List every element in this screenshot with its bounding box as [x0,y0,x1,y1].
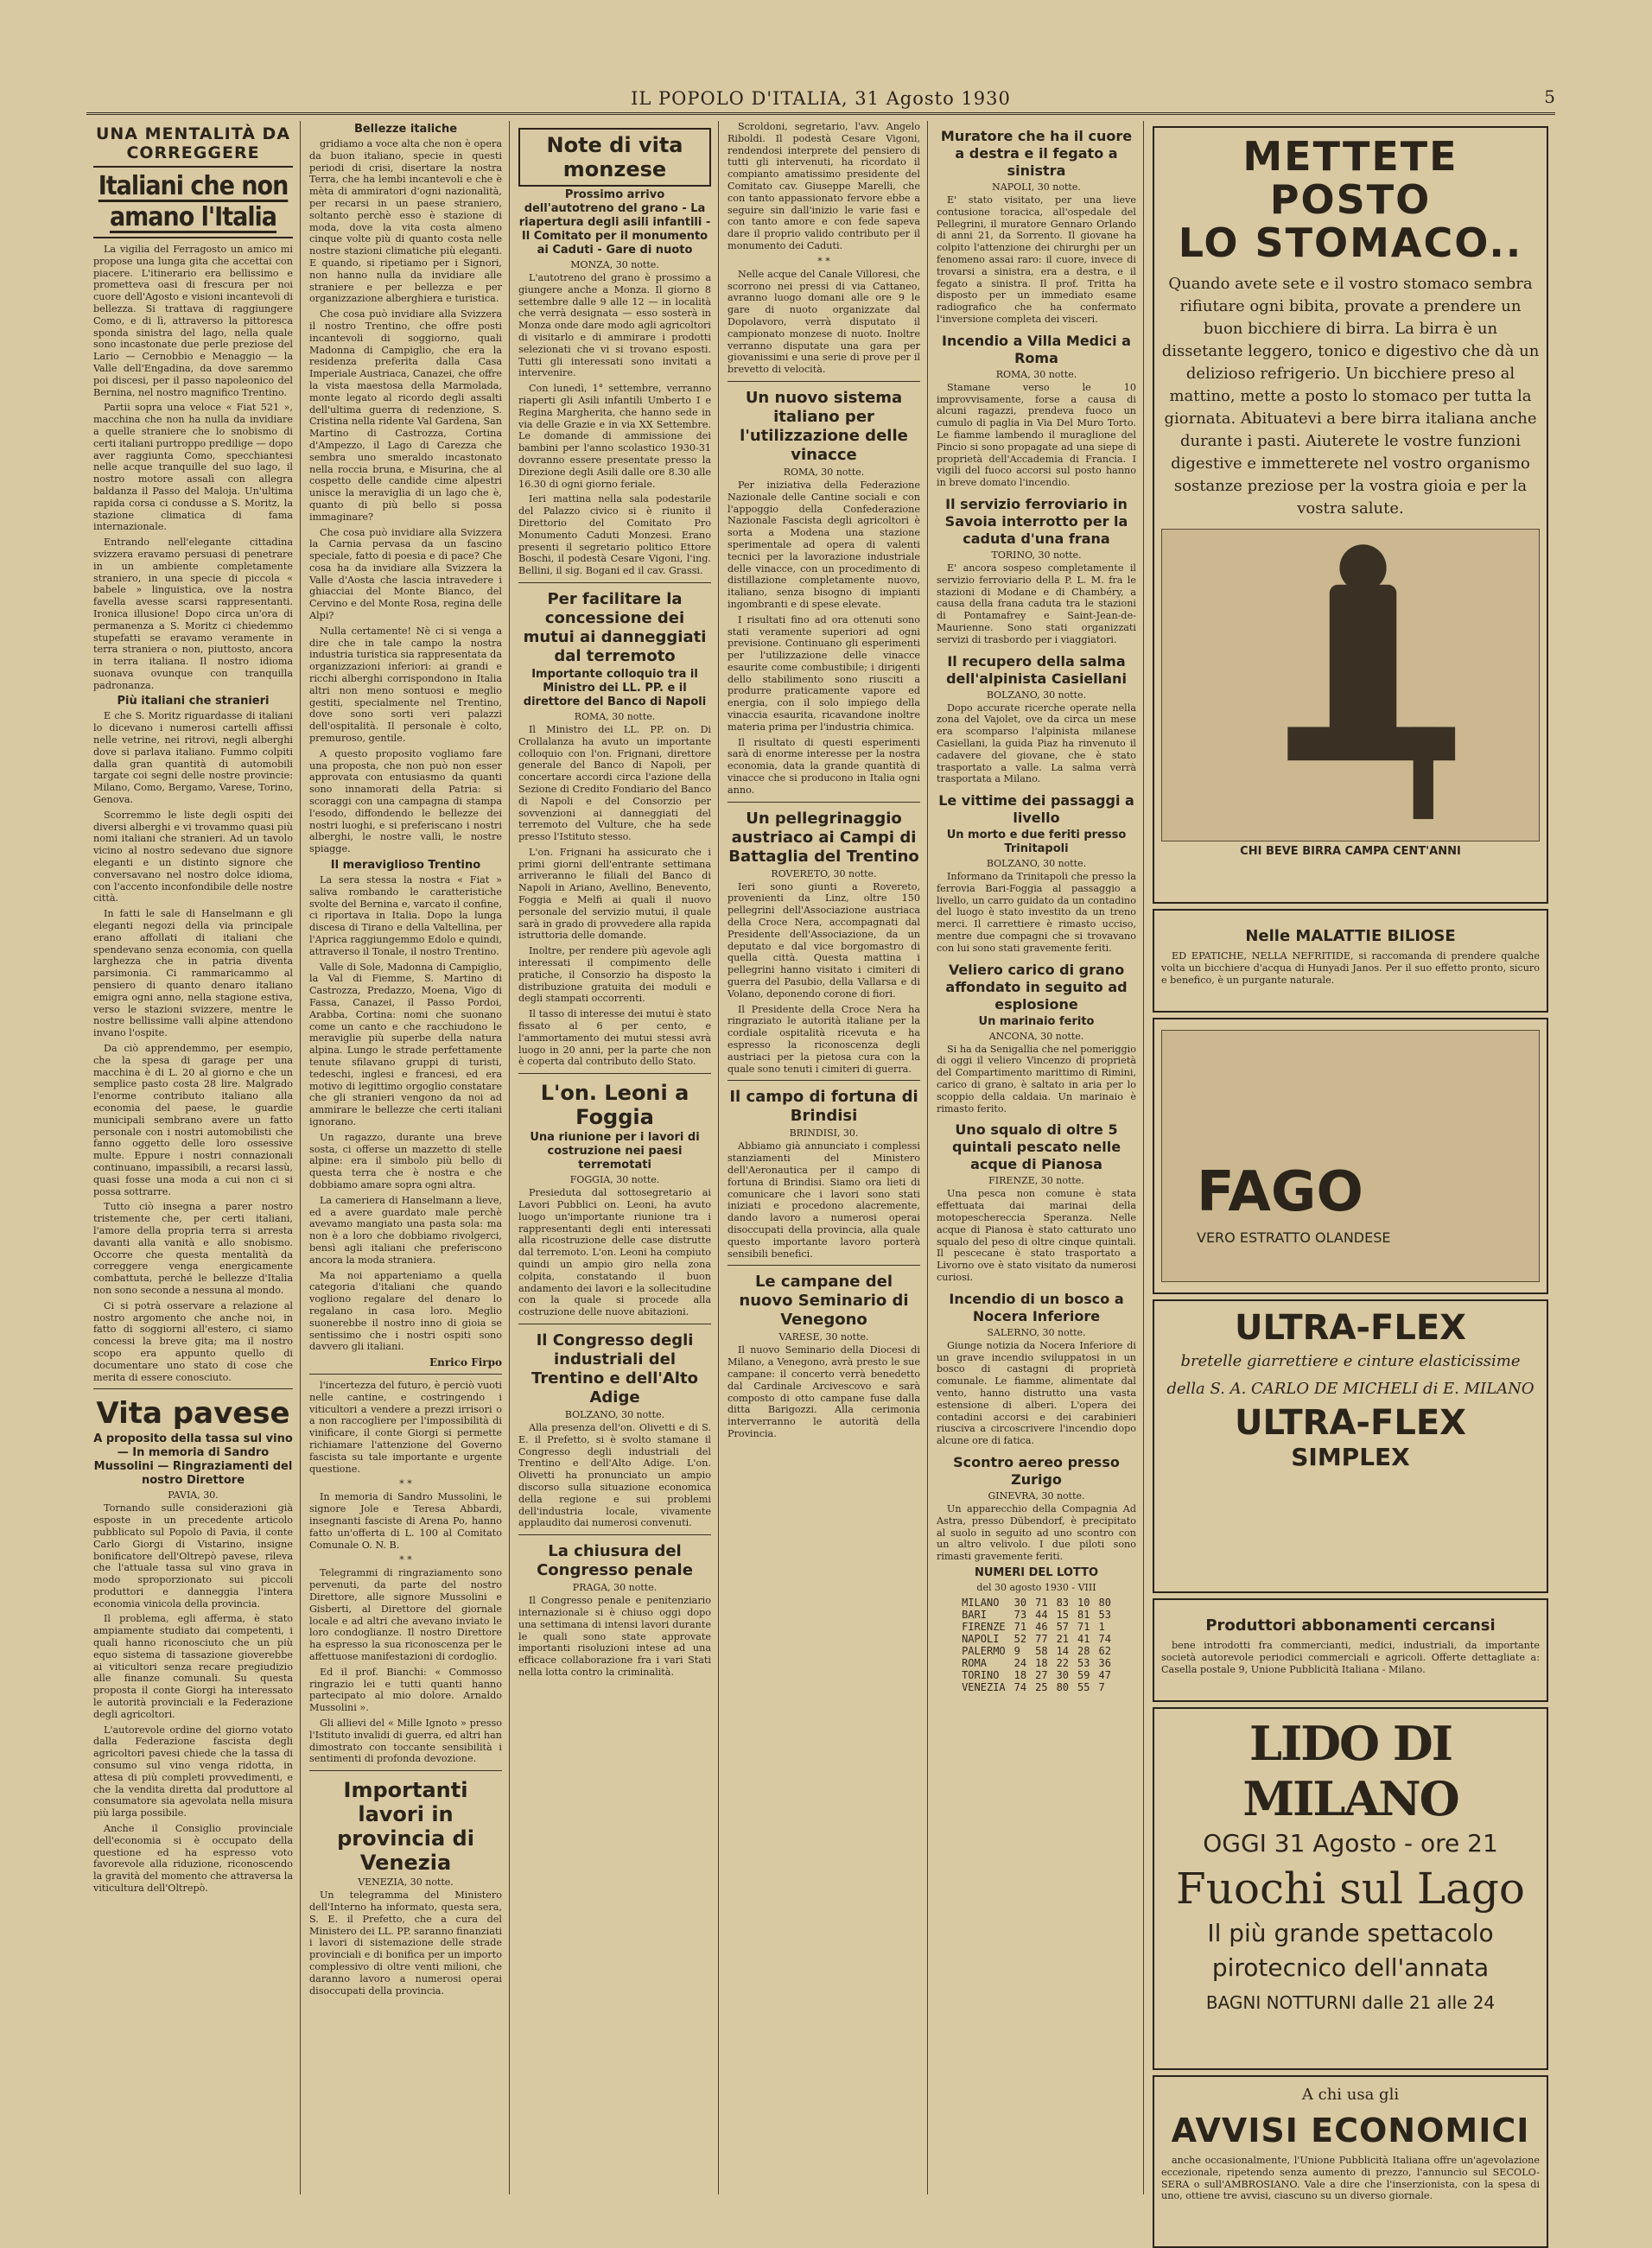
ad-fago-word: FAGO [1197,1160,1363,1224]
headline-italiani: Italiani che non amano l'Italia [93,166,293,238]
paragraph: Valle di Sole, Madonna di Campiglio, la Val di Fiemme, S. Martino di Castrozza, Predazzo, Moena, Vigo di Fassa, Canazei, il Passo Pordoi, Arabba, Cortina: nomi che suonano come un canto e che racchiudono le meraviglie più superbe della natura alpina. Lungo le strade perfettamente tenute sfilavano gruppi di turisti, tedeschi, inglesi e francesi, ed era motivo di legittimo orgoglio constatare che gli stranieri vengono da noi ad ammirare le bellezze che certi italiani ignorano. [309,961,502,1127]
paragraph: Partii sopra una veloce « Fiat 521 », macchina che non ha nulla da invidiare a quelle straniere che lo snobismo di certi italiani purtroppo predilige — dopo aver raggiunta Como, specchiantesi nelle acque tranquille del suo lago, il nostro motore assalì con allegra baldanza il Passo del Maloja. Un'ultima rapida corsa ci condusse a S. Moritz, la stazione climatica di fama internazionale. [93,402,293,533]
paragraph: Nulla certamente! Nè ci si venga a dire che in tale campo la nostra industria turistica sia rappresentata da organizzazioni inferiori: ai grandi e ricchi alberghi corrispondono in Italia altri non meno sontuosi e meglio gestiti, specialmente nel Trentino, dove sono sorti veri palazzi dell'ospitalità. Il personale è colto, premuroso, gentile. [309,625,502,745]
paragraph: Scorremmo le liste degli ospiti dei diversi alberghi e vi trovammo quasi più nomi italiani che stranieri. Ad un tavolo vicino al nostro sedevano due signore eleganti e un distinto signore che conversavano nel nostro dolce idioma, con l'accento inconfondibile delle nostre città. [93,809,293,905]
ad-avvisi [1153,2075,1548,2248]
paragraph: Il problema, egli afferma, è stato ampiamente studiato dai competenti, i quali hanno riconosciuto che un più equo sistema di tassazione gioverebbe ai viticultori senza recare pregiudizio alle finanze comunali. Su questa proposta il conte Giorgi ha interessato le autorità provinciali e la Federazione degli agricoltori. [93,1613,293,1720]
lotto-number: 18 [1013,1668,1027,1681]
column-2 [302,121,510,2194]
paragraph: Alla presenza dell'on. Olivetti e di S. E. il Prefetto, si è svolto stamane il Congresso degli industriali del Trentino e dell'Alto Adige. L'on. Olivetti ha pronunciato un ampio discorso sulla situazione economica della regione e sui problemi dell'industria locale, vivamente applaudito dai numerosi convenuti. [518,1422,711,1529]
paragraph: Da ciò apprendemmo, per esempio, che la spesa di garage per una macchina è di L. 20 al giorno e che un semplice pasto costa 28 lire. Malgrado l'enorme contributo italiano alla economia del paese, le guardie municipali sembrano avere un fatto personale con i nostri automobilisti che fanno oggetto delle loro ossessive multe. Eppure i nostri connazionali continuano, impassibili, a recarsi lassù, quasi fosse una moda a cui non ci si possa sottrarre. [93,1043,293,1197]
paragraph: Un ragazzo, durante una breve sosta, ci offerse un mazzetto di stelle alpine: era il simbolo più bello di questa terra che è nostra e che dobbiamo amare sopra ogni altra. [309,1131,502,1191]
paragraph: A questo proposito vogliamo fare una proposta, che non può non esser approvata con entusiasmo da quanti sono innamorati della Patria: si scoraggi con una campagna di stampa l'esodo, diffondendo le bellezze dei nostri luoghi, e si preferiscano i nostri alberghi, le nostre valli, le nostre spiagge. [309,747,502,855]
divider [728,802,920,803]
paragraph: Ma noi apparteniamo a quella categoria d'italiani che quando vogliono regalare del denaro lo regalano in casa loro. Meglio suonerebbe il nostro inno di gioia se sentissimo che i nostri ospiti sono davvero gli italiani. [309,1269,502,1353]
ad-stomaco-title-2: LO STOMACO.. [1178,219,1523,266]
ad-lido-bagni: BAGNI NOTTURNI dalle 21 alle 24 [1205,1992,1496,2013]
lotto-number: 10 [1077,1596,1090,1609]
dateline: ROMA, 30 notte. [574,710,656,722]
dateline: TORINO, 30 notte. [991,549,1082,561]
lotto-number: 25 [1035,1680,1048,1693]
paragraph: Telegrammi di ringraziamento sono pervenuti, da parte del nostro Direttore, alle signore Mussolini e Gisberti, al Direttore del giornale locale e ad altri che avevano inviato le loro condoglianze. Il nostro Direttore ha espresso la sua riconoscenza per le affettuose manifestazioni di cordoglio. [309,1567,502,1663]
lotto-number: 9 [1013,1644,1020,1657]
lotto-number: 53 [1098,1608,1111,1621]
paragraph: Inoltre, per rendere più agevole agli interessati il compimento delle pratiche, il Consorzio ha disposto la distribuzione gratuita dei moduli e degli stampati occorrenti. [518,945,711,1005]
lotto-number: 52 [1013,1632,1027,1645]
lotto-number: 15 [1056,1608,1070,1621]
paragraph: La vigilia del Ferragosto un amico mi propose una lunga gita che accettai con piacere. L'itinerario era bellissimo e prometteva oasi di frescura per noi cuore dell'Agosto e visioni incantevoli di bellezza. Si trattava di raggiungere Como, e di lì, attraverso la pittoresca sponda sinistra del lago, nella quale sono incastonate due perle preziose del Lario — Cernobbio e Menaggio — la Valle dell'Engadina, da dove saremmo poi discesi, per il passo napoleonico del Bernina, nel nostro magnifico Trentino. [93,244,293,398]
divider [518,582,711,583]
lotto-city: NAPOLI [962,1632,1000,1645]
lotto-number: 81 [1077,1608,1090,1621]
divider [309,1374,502,1375]
ad-produttori [1153,1598,1548,1702]
subheading: Più italiani che stranieri [117,695,270,708]
lotto-number: 30 [1056,1668,1070,1681]
ad-avvisi-title: AVVISI ECONOMICI [1171,2111,1530,2150]
lotto-row [957,1645,1115,1657]
dateline: PRAGA, 30 notte. [572,1582,658,1594]
dateline: ANCONA, 30 notte. [988,1030,1084,1042]
paragraph: Dopo accurate ricerche operate nella zona del Vajolet, ove da circa un mese era scomparso l'alpinista milanese Casiellani, la guida Piaz ha rinvenuto il cadavere del giovane, che è stato trasportato a valle. La salma verrà trasportata a Milano. [937,702,1136,785]
ad-ultraflex-bottom-2: SIMPLEX [1291,1443,1410,1471]
lotto-number: 83 [1056,1596,1070,1609]
lotto-number: 36 [1098,1656,1111,1669]
paragraph: Presieduta dal sottosegretario ai Lavori Pubblici on. Leoni, ha avuto luogo un'importante riunione tra i rappresentanti degli enti interessati alla ricostruzione delle case distrutte dal terremoto. L'on. Leoni ha compiuto quindi un ampio giro nella zona colpita, constatando il buon andamento dei lavori e la sollecitudine con la quale si procede alla costruzione delle nuove abitazioni. [518,1187,711,1318]
paragraph: Tutto ciò insegna a parer nostro tristemente che, per certi italiani, l'amore della propria terra si arresta davanti alla vanità e allo snobismo. Occorre che questa mentalità da correggere venga energicamente combattuta, perché le bellezze d'Italia non sono seconde a nessuna al mondo. [93,1201,293,1296]
lotto-number: 1 [1098,1620,1105,1633]
ad-lido-title: LIDO DI MILANO [1242,1716,1458,1826]
lotto-number: 77 [1035,1632,1048,1645]
paragraph: Il Ministro dei LL. PP. on. Di Crollalanza ha avuto un importante colloquio con l'on. Frignani, direttore generale del Banco di Napoli, per concertare accordi circa l'azione della Sezione di Credito Fondiario del Banco di Napoli e del Consorzio per sovvenzioni ai danneggiati del terremoto del Vulture, che ha sede presso l'Istituto stesso. [518,723,711,843]
lotto-number: 80 [1098,1596,1111,1609]
lotto-city: FIRENZE [962,1620,1006,1633]
paragraph: Tornando sulle considerazioni già esposte in un precedente articolo pubblicato sul Popolo di Pavia, il conte Carlo Giorgi di Vistarino, insigne bonificatore dell'Oltrepò pavese, rileva che l'attuale tassa sul vino grava in modo sproporzionato sui piccoli produttori e danneggia l'intera economia vinicola della provincia. [93,1502,293,1610]
subheading: Prossimo arrivo dell'autotreno del grano - La riapertura degli asili infantili - Il Comitato per il monumento ai Caduti - Gare di nuoto [518,188,711,257]
seated-man-icon [1162,530,1539,841]
subheading: Una riunione per i lavori di costruzione nei paesi terremotati [530,1131,700,1172]
dateline: ROMA, 30 notte. [995,368,1077,380]
ad-fago [1153,1018,1548,1294]
paragraph: E' ancora sospeso completamente il servizio ferroviario della P. L. M. fra le stazioni di Modane e di Chambéry, a causa della frana caduta tra le stazioni di Pontamafrey e Saint-Jean-de-Maurienne. Sono stati organizzati servizi di trasbordo per i viaggiatori. [937,562,1136,645]
lotto-number: 28 [1077,1644,1090,1657]
paragraph: L'autorevole ordine del giorno votato dalla Federazione fascista degli agricoltori pavesi chiede che la tassa di consumo sul vino venga ridotta, in attesa di più completi provvedimenti, e che la vendita diretta dal produttore al consumatore sia agevolata nella misura più larga possibile. [93,1724,293,1819]
ad-lido [1153,1707,1548,2070]
headline-brindisi: Il campo di fortuna di Brindisi [729,1088,918,1126]
ad-ultraflex-title: ULTRA-FLEX [1235,1308,1466,1348]
ad-man-illustration [1161,529,1540,841]
divider [93,1388,293,1389]
ad-fago-illustration [1161,1030,1540,1282]
lotto-number: 27 [1035,1668,1048,1681]
lotto-subtitle: del 30 agosto 1930 - VIII [976,1581,1096,1593]
paragraph: Scroldoni, segretario, l'avv. Angelo Riboldi. Il podestà Cesare Vigoni, rendendosi interprete del pensiero di tutti gli intervenuti, ha ricordato il compianto amatissimo presidente del Comitato cav. Giuseppe Marelli, che con tanto appassionato fervore ebbe a seguire sin dall'inizio le varie fasi e con tanto amore e con fede sapeva dare il proprio valido contributo per il monumento dei Caduti. [728,121,920,251]
lotto-number: 14 [1056,1644,1070,1657]
lotto-number: 58 [1035,1644,1048,1657]
dateline: NAPOLI, 30 notte. [992,181,1081,193]
subheading: Importante colloquio tra il Ministro dei LL. PP. e il direttore del Banco di Napoli [523,667,707,708]
ad-biliose-title: Nelle MALATTIE BILIOSE [1245,927,1456,945]
ad-ultraflex-bottom-1: ULTRA-FLEX [1235,1403,1466,1443]
headline-chiusura: La chiusura del Congresso penale [537,1542,693,1580]
ad-lido-line-2: pirotecnico dell'annata [1211,1953,1490,1982]
ad-fago-sub: VERO ESTRATTO OLANDESE [1197,1229,1391,1246]
ad-biliose-text: ED EPATICHE, NELLA NEFRITIDE, si raccomanda di prendere qualche volta un bicchiere d'acqua di Hunyadi Janos. Per il suo effetto pronto, sicuro e benefico, è un purgante naturale. [1161,950,1540,986]
column-1 [86,121,301,2194]
headline-monzese: Note di vita monzese [518,128,711,187]
paragraph: Ci si potrà osservare a relazione al nostro argomento che anche noi, in fatto di soggiorni all'estero, ci siamo concessi la breve gita; ma il nostro scopo era appunto quello di documentare uno stato di cose che merita di essere conosciuto. [93,1299,293,1383]
lotto-number: 30 [1013,1596,1027,1609]
ad-ultraflex-text: bretelle giarrettiere e cinture elasticissime della S. A. CARLO DE MICHELI di E. MILANO [1166,1352,1534,1398]
ad-birra-tag: CHI BEVE BIRRA CAMPA CENT'ANNI [1240,845,1461,858]
lotto-number: 74 [1013,1680,1027,1693]
headline-savoia: Il servizio ferroviario in Savoia interrotto per la caduta d'una frana [944,495,1128,547]
subheading: Il meraviglioso Trentino [330,859,481,873]
headline-terremoto: Per facilitare la concessione dei mutui ai danneggiati dal terremoto [523,589,707,665]
ad-ultraflex [1153,1299,1548,1593]
ad-lido-fuochi: Fuochi sul Lago [1176,1864,1525,1914]
headline-venezia: Importanti lavori in provincia di Venezia [337,1778,474,1876]
page-number: 5 [1544,86,1555,107]
paragraph: Il nuovo Seminario della Diocesi di Milano, a Venegono, avrà presto le sue campane: il concerto verrà benedetto dal Cardinale Arcivescovo e sarà composto di otto campane fuse dalla ditta Barigozzi. Alla cerimonia interverranno le autorità della Provincia. [728,1344,920,1439]
headline-congresso: Il Congresso degli industriali del Trentino e dell'Alto Adige [531,1331,698,1407]
lotto-number: 7 [1098,1680,1105,1693]
lotto-city: VENEZIA [962,1680,1006,1693]
ad-lido-date: OGGI 31 Agosto - ore 21 [1203,1829,1498,1857]
paragraph: Il risultato di questi esperimenti sarà di enorme interesse per la nostra economia, data la grande quantità di vinacce che si producono in Italia ogni anno. [728,736,920,796]
headline-squalo: Uno squalo di oltre 5 quintali pescato nelle acque di Pianosa [951,1121,1121,1173]
paragraph: Un telegramma del Ministero dell'Interno ha informato, questa sera, S. E. il Prefetto, che a cura del Ministero dei LL. PP. saranno finanziati i lavori di sistemazione delle strade provinciali e di bonifica per un importo complessivo di oltre venti milioni, che daranno lavoro a numerosi operai disoccupati della provincia. [309,1889,502,1997]
lotto-city: MILANO [962,1596,1000,1609]
lotto-row [957,1633,1115,1645]
lotto-number: 71 [1077,1620,1090,1633]
lotto-number: 41 [1077,1632,1090,1645]
paragraph: Che cosa può invidiare alla Svizzera il nostro Trentino, che offre posti incantevoli di soggiorno, quali Madonna di Campiglio, che era la residenza preferita dalla Casa Imperiale Austriaca, Canazei, che offre la vista maestosa della Marmolada, monte legato al ricordo degli assalti dell'ultima guerra di redenzione, S. Cristina nella ridente Val Gardena, San Martino di Castrozza, Cortina d'Ampezzo, il Lago di Carezza che sembra uno smeraldo incastonato nella roccia bruna, e Misurina, che al cospetto delle candide cime alpestri unisce la meraviglia di un lago che è, quanto di più bello si possa immaginare? [309,308,502,523]
lotto-number: 62 [1098,1644,1111,1657]
paragraph: L'autotreno del grano è prossimo a giungere anche a Monza. Il giorno 8 settembre dalle 9 alle 12 — in località che verrà designata — esso sosterà in Monza onde dare modo agli agricoltori di visitarlo e di ammirare i prodotti selezionati che vi si trovano esposti. Tutti gli interessati sono invitati a intervenire. [518,272,711,379]
dateline: FOGGIA, 30 notte. [569,1174,660,1186]
lotto-number: 59 [1077,1668,1090,1681]
paragraph: Ieri mattina nella sala podestarile del Palazzo civico si è riunito il Direttorio del Comitato Pro Monumento Caduti Monzesi. Erano presenti il segretario politico Ettore Boschi, il podestà Cesare Vigoni, l'ing. Bellini, il sig. Bogani ed il cav. Grassi. [518,493,711,577]
dateline: GINEVRA, 30 notte. [988,1490,1085,1502]
lotto-number: 18 [1035,1656,1048,1669]
lotto-city: TORINO [962,1668,1000,1681]
headline-leoni: L'on. Leoni a Foggia [540,1081,689,1130]
paragraph: I risultati fino ad ora ottenuti sono stati veramente superiori ad ogni previsione. Continuano gli esperimenti per l'utilizzazione delle vinacce esaurite come combustibile; i dirigenti dello stabilimento sono riusciti a produrre praticamente vapore ed energia, con il solo impiego della vinaccia esaurita, ricavandone inoltre materia prima per l'industria chimica. [728,613,920,733]
lotto-number: 24 [1013,1656,1027,1669]
dateline: BOLZANO, 30 notte. [986,689,1087,701]
paragraph: E' stato visitato, per una lieve contusione toracica, all'ospedale del Pellegrini, il muratore Gennaro Orlando di anni 21, da Sorrento. Il giovane ha colpito l'attenzione dei chirurghi per un fenomeno assai raro: il cuore, invece di trovarsi a sinistra, era a destra, e il fegato a sinistra. Il prof. Tritta ha disposto per un immediato esame radiografico che ha confermato l'inversione completa dei visceri. [937,194,1136,325]
headline-pellegrinaggio: Un pellegrinaggio austriaco ai Campi di Battaglia del Trentino [728,809,919,866]
lotto-number: 57 [1056,1620,1070,1633]
lotto-row [957,1669,1115,1681]
paragraph: Informano da Trinitapoli che presso la ferrovia Bari-Foggia al passaggio a livello, un carro guidato da un contadino del luogo è stato investito da un treno merci. Il carrettiere è rimasto ucciso, mentre due compagni che si trovavano con lui sono stati gravemente feriti. [937,871,1136,954]
separator-stars: * * [399,1478,412,1490]
separator-stars: * * [399,1554,412,1566]
paragraph: Ed il prof. Bianchi: « Commosso ringrazio lei e tutti quanti hanno partecipato al mio dolore. Arnaldo Mussolini ». [309,1666,502,1714]
separator-stars: * * [817,255,830,267]
paragraph: Ieri sono giunti a Rovereto, provenienti da Linz, oltre 150 pellegrini dell'Associazione austriaca della Croce Nera, accompagnati dal Presidente dell'Associazione, da un deputato e dal vice borgomastro di quella città. Questa mattina i pellegrini hanno visitato i cimiteri di guerra del Pasubio, della Vallarsa e di Volano, deponendo corone di fiori. [728,880,920,1000]
headline-muratore: Muratore che ha il cuore a destra e il fegato a sinistra [940,128,1133,179]
ad-stomaco-text: Quando avete sete e il vostro stomaco sembra rifiutare ogni bibita, provate a prendere un buon bicchiere di birra. La birra è un dissetante leggero, tonico e digestivo che dà un delizioso refrigerio. Un bicchiere preso al mattino, mette a posto lo stomaco per tutta la giornata. Abituatevi a bere birra italiana anche durante i pasti. Aiuterete le vostre funzioni digestive e immetterete nel vostro organismo sostanze preziose per la vostra gioia e per la vostra salute. [1161,275,1540,518]
dateline: VENEZIA, 30 notte. [358,1877,454,1889]
ads-column [1146,121,1555,2202]
headline-scontro: Scontro aereo presso Zurigo [953,1454,1120,1488]
paragraph: Abbiamo già annunciato i complessi stanziamenti del Ministero dell'Aeronautica per il campo di fortuna di Brindisi. Siamo ora lieti di comunicare che i lavori sono stati iniziati e procedono alacremente, dando lavoro a numerosi operai disoccupati della provincia, alla quale questo importante lavoro porterà sensibili benefici. [728,1140,920,1260]
masthead-title: IL POPOLO D'ITALIA, 31 Agosto 1930 [631,88,1011,109]
lotto-city: PALERMO [962,1644,1006,1657]
lotto-number: 74 [1098,1632,1111,1645]
ad-lido-line-1: Il più grande spettacolo [1207,1919,1494,1947]
dateline: BOLZANO, 30 notte. [564,1409,665,1420]
lotto-title: NUMERI DEL LOTTO [974,1565,1099,1579]
subheading: Un morto e due feriti presso Trinitapoli [946,829,1127,856]
lotto-number: 80 [1056,1680,1070,1693]
column-3 [511,121,719,2194]
lotto-row [957,1609,1115,1621]
lotto-row [957,1621,1115,1633]
lotto-row [957,1597,1115,1609]
lotto-city: ROMA [962,1656,987,1669]
divider [728,381,920,382]
column-4 [721,121,928,2194]
dateline: SALERNO, 30 notte. [987,1326,1086,1338]
paragraph: Giunge notizia da Nocera Inferiore di un grave incendio sviluppatosi in un bosco di castagni di proprietà comunale. Le fiamme, alimentate dal vento, hanno distrutto una vasta estensione di alberi. L'opera dei contadini accorsi e dei carabinieri riusciva a circoscrivere l'incendio dopo alcune ore di fatica. [937,1339,1136,1447]
signature: Enrico Firpo [429,1356,502,1369]
ad-stomaco [1153,126,1548,904]
lotto-number: 44 [1035,1608,1048,1621]
paragraph: L'on. Frignani ha assicurato che i primi giorni dell'entrante settimana arriveranno le filiali del Banco di Napoli in Ariano, Avellino, Benevento, Foggia e Melfi ai quali il nuovo personale del servizio mutui, il quale sarà in grado di provvedere alla rapida istruttoria delle domande. [518,846,711,942]
paragraph: Per iniziativa della Federazione Nazionale delle Cantine sociali e con l'appoggio della Confederazione Nazionale Fascista degli agricoltori è sorta a Modena una stazione sperimentale ad opera di valenti tecnici per la lavorazione industriale delle vinacce, con un procedimento di distillazione completamente nuovo, italiano, senza bisogno di impianti ingombranti e di spese elevate. [728,479,920,610]
paragraph: La sera stessa la nostra « Fiat » saliva rombando le caratteristiche svolte del Bernina e, varcato il confine, ci riportava in Italia. Dopo la lunga discesa di Tirano e della Valtellina, per l'Aprica raggiungemmo Edolo e quindi, attraverso il Tonale, il nostro Trentino. [309,874,502,957]
column-5 [930,121,1144,2194]
paragraph: Un apparecchio della Compagnia Ad Astra, presso Dübendorf, è precipitato al suolo in seguito ad uno scontro con un altro velivolo. I due piloti sono rimasti gravemente feriti. [937,1503,1136,1563]
paragraph: gridiamo a voce alta che non è opera da buon italiano, specie in questi periodi di crisi, disertare la nostra Terra, che ha lembi incantevoli e che è mèta di ammiratori d'ogni nazionalità, per recarsi in un paese straniero, soltanto perchè esso è stazione di moda, dove la vita costa almeno cinque volte più di quanto costa nelle nostre stazioni climatiche più eleganti. E quando, si ripetiamo per i Signori, non hanno nulla da invidiare alle straniere e per bellezza e per organizzazione alberghiera e turistica. [309,138,502,305]
dateline: PAVIA, 30. [168,1489,219,1502]
dateline: ROMA, 30 notte. [783,466,865,478]
divider [728,1080,920,1081]
subheading: Bellezze italiche [353,123,458,136]
dateline: ROVERETO, 30 notte. [771,867,877,880]
headline-salma: Il recupero della salma dell'alpinista Casiellani [946,652,1127,687]
headline-vinacce: Un nuovo sistema italiano per l'utilizzazione delle vinacce [740,388,908,464]
lotto-number: 46 [1035,1620,1048,1633]
lotto-row [957,1657,1115,1669]
lotto-number: 71 [1035,1596,1048,1609]
subheading: Un marinaio ferito [978,1014,1095,1028]
lotto-number: 73 [1013,1608,1027,1621]
lotto-number: 55 [1077,1680,1090,1693]
paragraph: In memoria di Sandro Mussolini, le signore Jole e Teresa Abbardi, insegnanti fasciste di Arena Po, hanno fatto un'offerta di L. 100 al Comitato Comunale O. N. B. [309,1491,502,1551]
paragraph: Una pesca non comune è stata effettuata dai marinai della motopeschereccia Speranza. Nelle acque di Pianosa è stato catturato uno squalo del peso di oltre cinque quintali. Il pescecane è stato trasportato a Livorno ove è stato visitato da numerosi curiosi. [937,1188,1136,1284]
article-kicker: UNA MENTALITÀ DA CORREGGERE [95,124,291,162]
lotto-row [957,1681,1115,1693]
divider [309,1770,502,1771]
subheading: A proposito della tassa sul vino — In memoria di Sandro Mussolini — Ringraziamenti del nostro Direttore [93,1432,293,1488]
lotto-number: 71 [1013,1620,1027,1633]
dateline: MONZA, 30 notte. [570,259,659,270]
ad-avvisi-pre: A chi usa gli [1301,2086,1400,2104]
divider [518,1534,711,1535]
paragraph: E che S. Moritz riguardasse di italiani lo dicevano i numerosi cartelli affissi nelle vetrine, nei ritrovi, negli alberghi dove si parlava italiano. Fummo colpiti dalla gran quantità di automobili targate coi segni delle nostre provincie: Milano, Como, Bergamo, Varese, Torino, Genova. [93,710,293,806]
paragraph: Gli allievi del « Mille Ignoto » presso l'Istituto invalidi di guerra, ed altri han dimostrato con toccante sensibilità i sentimenti di profonda devozione. [309,1718,502,1765]
headline-bosco: Incendio di un bosco a Nocera Inferiore [949,1290,1124,1324]
dateline: FIRENZE, 30 notte. [988,1175,1084,1187]
paragraph: Il Presidente della Croce Nera ha ringraziato le autorità italiane per la cordiale ospitalità ricevuta e ha espresso la riconoscenza degli austriaci per la pietosa cura con la quale sono tenuti i cimiteri di guerra. [728,1003,920,1075]
divider [518,1073,711,1074]
ad-biliose [1153,909,1548,1013]
headline-vita-pavese: Vita pavese [96,1396,290,1432]
paragraph: La cameriera di Hanselmann a lieve, ed a avere guardato male perchè avevamo mangiato una pasta sola: ma non è a loro che dobbiamo rivolgerci, bensì agli italiani che preferiscono ancora la moda straniera. [309,1194,502,1266]
headline-veliero: Veliero carico di grano affondato in seguito ad esplosione [945,961,1128,1013]
paragraph: Il tasso di interesse dei mutui è stato fissato al 6 per cento, e l'ammortamento dei mutui stessi avrà luogo in 20 anni, per la parte che non è coperta dal contributo dello Stato. [518,1008,711,1068]
paragraph: Il Congresso penale e penitenziario internazionale si è chiuso oggi dopo una settimana di intensi lavori durante le quali sono state approvate importanti risoluzioni intese ad una efficace collaborazione fra i vari Stati nella lotta contro la criminalità. [518,1595,711,1678]
dateline: BOLZANO, 30 notte. [986,858,1087,870]
headline-villa: Incendio a Villa Medici a Roma [942,332,1131,366]
ad-produttori-text: bene introdotti fra commercianti, medici, industriali, da importante società autorevole periodici commerciali e agricoli. Offerte dettagliate a: Casella postale 9, Unione Pubblicità Italiana - Milano. [1161,1640,1540,1675]
paragraph: Nelle acque del Canale Villoresi, che scorrono nei pressi di via Cattaneo, avranno luogo domani alle ore 9 le gare di nuoto organizzate dal Dopolavoro, verrà disputato il campionato monzese di nuoto. Inoltre verranno disputate una gara per giovanissimi e una serie di prove per il brevetto di velocità. [728,268,920,376]
paragraph: Con lunedì, 1° settembre, verranno riaperti gli Asili infantili Umberto I e Regina Margherita, che hanno sede in via delle Grazie e in via XX Settembre. Le domande di ammissione dei bambini per l'anno scolastico 1930-31 dovranno essere presentate presso la Direzione degli Asili dalle ore 8.30 alle 16.30 di ogni giorno feriale. [518,383,711,490]
headline-vittime: Le vittime dei passaggi a livello [938,792,1134,827]
ad-stomaco-title-1: METTETE POSTO [1242,133,1458,223]
paragraph: Si ha da Senigallia che nel pomeriggio di oggi il veliero Vincenzo di proprietà del Compartimento marittimo di Rimini, carico di grano, è saltato in aria per lo scoppio della caldaia. Un marinaio è rimasto ferito. [937,1043,1136,1114]
dateline: BRINDISI, 30. [789,1127,859,1140]
divider [728,1265,920,1266]
ad-produttori-title: Produttori abbonamenti cercansi [1205,1616,1496,1635]
paragraph: Anche il Consiglio provinciale dell'economia si è occupato della questione ed ha espresso voto favorevole alla riduzione, riconoscendo la gravità del momento che attraversa la viticultura dell'Oltrepò. [93,1823,293,1895]
lotto-number: 53 [1077,1656,1090,1669]
paragraph: Che cosa può invidiare alla Svizzera la Carnia pervasa da un fascino speciale, fatto di poesia e di pace? Che cosa ha da invidiare alla Svizzera la Valle d'Aosta che lascia intravedere i ghiacciai del Monte Bianco, del Cervino e del Monte Rosa, regina delle Alpi? [309,526,502,622]
lotto-number: 47 [1098,1668,1111,1681]
ad-avvisi-text: anche occasionalmente, l'Unione Pubblicità Italiana offre un'agevolazione eccezionale, ripetendo senza aumento di prezzo, l'annuncio sul SECOLO-SERA o sull'AMBROSIANO. Vale a dire che l'inserzionista, con la spesa di uno, ottiene tre avvisi, ciascuno su un diverso giornale. [1161,2155,1540,2202]
lotto-number: 22 [1056,1656,1070,1669]
lotto-city: BARI [962,1608,987,1621]
headline-seminario: Le campane del nuovo Seminario di Venegono [739,1273,909,1330]
paragraph: l'incertezza del futuro, è perciò vuoti nelle cantine, e costringendo i viticultori a vendere a prezzi irrisori o a non raccogliere per l'impossibilità di vinificare, il conte Giorgi si permette richiamare l'attenzione del Governo fascista su tale importante e urgente questione. [309,1380,502,1475]
lotto-table [957,1597,1115,1693]
paragraph: In fatti le sale di Hanselmann e gli eleganti negozi della via principale erano affollati di italiani che spendevano senza economia, con quella larghezza che in patria diventa parsimonia. Ci rammaricammo al pensiero di quanto denaro italiano emigra ogni anno, nella stagione estiva, verso le stazioni svizzere, mentre le nostre bellissime valli alpine attendono invano l'ospite. [93,908,293,1039]
paragraph: Stamane verso le 10 improvvisamente, forse a causa di alcuni ragazzi, prendeva fuoco un cumulo di paglia in Via Del Muro Torto. Le fiamme lambendo il muraglione del Pincio si sono propagate ad una siepe di proprietà dell'Accademia di Francia. I vigili del fuoco accorsi sul posto hanno in breve domato l'incendio. [937,381,1136,489]
masthead [86,86,1555,115]
lotto-number: 21 [1056,1632,1070,1645]
paragraph: Entrando nell'elegante cittadina svizzera eravamo persuasi di penetrare in un ambiente completamente straniero, in una specie di piccola « babele » linguistica, ove la nostra favella avesse scarsi rappresentanti. Ironica illusione! Dopo circa un'ora di permanenza a S. Moritz ci chiedemmo stupefatti se eravamo veramente in terra straniera o non, piuttosto, ancora in terra italiana. Il nostro idioma suonava ovunque con tranquilla padronanza. [93,537,293,691]
dateline: VARESE, 30 notte. [778,1331,869,1343]
